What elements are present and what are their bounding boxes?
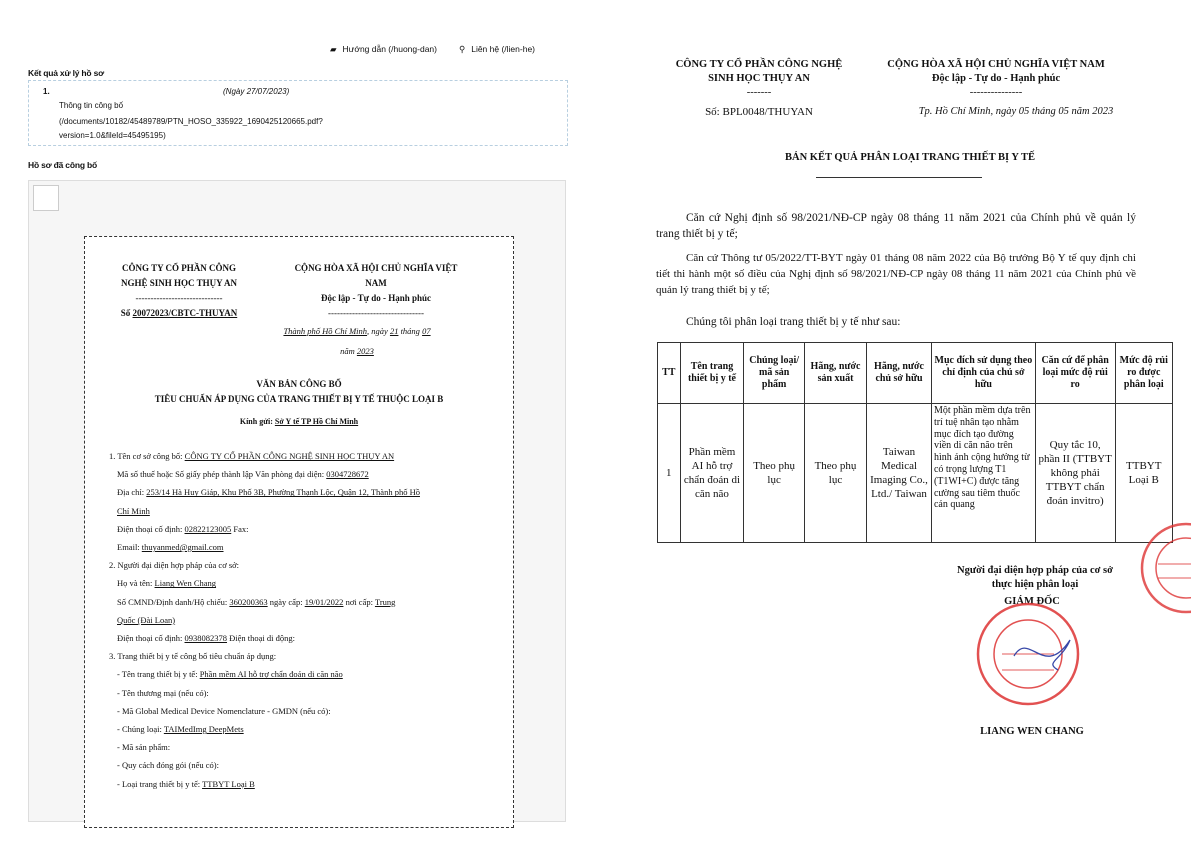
body-line: 1. Tên cơ sở công bố: CÔNG TY CỔ PHẦN CÔNG NGHỆ SINH HỌC THỤY AN: [109, 451, 395, 461]
table-cell: Quy tắc 10, phần II (TTBYT không phải TTBYT chẩn đoán invitro): [1035, 404, 1115, 543]
table-cell: 1: [658, 404, 681, 543]
top-nav: [330, 44, 535, 55]
legal-basis-2: Căn cứ Thông tư 05/2022/TT-BYT ngày 01 tháng 08 năm 2022 của Bộ trưởng Bộ Y tế quy định chi tiết thi hành một số điều của Nghị định số 98/2021/NĐ-CP ngày 08 tháng 11 năm 2021 của Chính phủ về quản lý trang thiết bị y tế;: [656, 252, 1136, 296]
result-index: 1.: [43, 87, 50, 96]
issuer-block: CÔNG TY CỔ PHẦN CÔNG NGHỆ SINH HỌC THỤY AN -------: [675, 59, 843, 98]
table-cell: Theo phụ lục: [804, 404, 866, 543]
header-cell: Mức độ rủi ro được phân loại: [1115, 343, 1172, 404]
portal-panel: [0, 0, 590, 842]
body-line: Điện thoại cố định: 02822123005 Fax:: [117, 523, 249, 534]
doc-date: Tp. Hồ Chí Minh, ngày 05 tháng 05 năm 2023: [918, 106, 1114, 117]
table-cell: Một phần mềm dựa trên trí tuệ nhân tạo nhằm mục đích tạo đường viền di căn não trên hình ảnh cộng hưởng từ có trọng lượng T1 (T1WI+C) được tăng cường sau tiêm thuốc cản quang: [931, 404, 1035, 543]
intro-sentence: Chúng tôi phân loại trang thiết bị y tế như sau:: [686, 316, 901, 328]
body-line: - Mã Global Medical Device Nomenclature - GMDN (nếu có):: [117, 705, 331, 716]
body-line: - Tên thương mại (nếu có):: [117, 687, 209, 698]
national-header: CỘNG HÒA XÃ HỘI CHỦ NGHĨA VIỆT NAM Độc lập - Tự do - Hạnh phúc ---------------: [887, 59, 1105, 98]
body-line: - Mã sản phẩm:: [117, 742, 171, 753]
company-stamp: [974, 600, 1082, 708]
table-cell: Phần mềm AI hỗ trợ chẩn đoán di căn não: [680, 404, 744, 543]
body-line: Quốc (Đài Loan): [117, 614, 176, 625]
signatory-position: GIÁM ĐỐC: [1004, 596, 1060, 607]
result-document-link[interactable]: (/documents/10182/45489789/PTN_HOSO_335922_1690425120665.pdf?version=1.0&fileId=45495195): [59, 117, 323, 140]
contact-link[interactable]: ⚲ Liên hệ (/lien-he): [458, 44, 536, 54]
body-line: Mã số thuế hoặc Số giấy phép thành lập Văn phòng đại diện: 0304728672: [117, 469, 369, 480]
signatory-name: LIANG WEN CHANG: [980, 726, 1084, 737]
table-cell: Theo phụ lục: [744, 404, 805, 543]
header-cell: Căn cứ để phân loại mức độ rủi ro: [1035, 343, 1115, 404]
body-line: Email: thuyanmed@gmail.com: [117, 542, 224, 553]
location-pin-icon: ⚲: [458, 44, 466, 54]
result-label: Thông tin công bố: [59, 101, 124, 110]
header-cell: Hãng, nước sản xuất: [804, 343, 866, 404]
announcement-document: [84, 236, 514, 828]
doc-number: 20072023/CBTC-THUYAN: [132, 308, 238, 318]
body-line: Họ và tên: Liang Wen Chang: [117, 578, 217, 589]
company-stamp-partial: [1124, 518, 1191, 618]
body-line: - Chủng loại: TAIMedImg DeepMets: [117, 724, 244, 735]
doc-date: Thành phố Hồ Chí Minh, ngày 21 tháng 07 năm 2023: [283, 326, 431, 356]
table-cell: Taiwan Medical Imaging Co., Ltd./ Taiwan: [867, 404, 932, 543]
table-row: [658, 404, 1173, 543]
header-cell: Chủng loại/ mã sản phẩm: [744, 343, 805, 404]
classification-table: [657, 342, 1173, 543]
body-line: Số CMND/Định danh/Hộ chiếu: 360200363 ngày cấp: 19/01/2022 nơi cấp: Trung: [117, 596, 396, 607]
body-line: 2. Người đại diện hợp pháp của cơ sở:: [109, 560, 239, 571]
body-line: - Tên trang thiết bị y tế: Phần mềm AI hỗ trợ chẩn đoán di căn não: [117, 669, 343, 680]
recipient-line: Kính gửi: Sở Y tế TP Hồ Chí Minh: [239, 417, 359, 426]
signatory-caption: Người đại diện hợp pháp của cơ sở thực hiện phân loại: [957, 565, 1113, 590]
doc-title: VĂN BẢN CÔNG BỐ TIÊU CHUẨN ÁP DỤNG CỦA TRANG THIẾT BỊ Y TẾ THUỘC LOẠI B: [154, 379, 444, 404]
title-underline: [816, 177, 982, 178]
result-section-title: Kết quả xử lý hồ sơ: [28, 68, 104, 78]
body-line: Chí Minh: [117, 505, 150, 516]
body-line: Địa chỉ: 253/14 Hà Huy Giáp, Khu Phố 3B, Phường Thạnh Lộc, Quận 12, Thành phố Hồ: [117, 487, 420, 498]
issuer-block: CÔNG TY CỔ PHẦN CÔNG NGHỆ SINH HỌC THỤY AN ----------------------------- Số 20072023/CBTC-THUYAN: [120, 263, 238, 318]
result-box: [28, 80, 568, 146]
table-cell: TTBYT Loại B: [1115, 404, 1172, 543]
body-line: - Loại trang thiết bị y tế: TTBYT Loại B: [117, 778, 255, 789]
header-cell: TT: [658, 343, 681, 404]
body-line: 3. Trang thiết bị y tế công bố tiêu chuẩn áp dụng:: [109, 651, 277, 662]
header-cell: Hãng, nước chủ sở hữu: [867, 343, 932, 404]
legal-basis-1: Căn cứ Nghị định số 98/2021/NĐ-CP ngày 08 tháng 11 năm 2021 của Chính phủ về quản lý trang thiết bị y tế;: [656, 212, 1136, 240]
header-cell: Mục đích sử dụng theo chỉ định của chủ sở hữu: [931, 343, 1035, 404]
guide-link[interactable]: ▰ Hướng dẫn (/huong-dan): [330, 44, 437, 54]
table-header-row: [658, 343, 1173, 404]
doc-number: Số: BPL0048/THUYAN: [705, 106, 813, 118]
book-icon: ▰: [330, 44, 337, 54]
national-header: CỘNG HÒA XÃ HỘI CHỦ NGHĨA VIỆT NAM Độc lập - Tự do - Hạnh phúc --------------------------------: [294, 263, 458, 318]
body-line: Điện thoại cố định: 0938082378 Điện thoại di động:: [117, 633, 296, 644]
doc-title: BẢN KẾT QUẢ PHÂN LOẠI TRANG THIẾT BỊ Y TẾ: [784, 152, 1036, 163]
doc-body: [109, 447, 499, 793]
body-line: - Quy cách đóng gói (nếu có):: [117, 760, 219, 771]
header-cell: Tên trang thiết bị y tế: [680, 343, 744, 404]
document-viewer: [28, 180, 566, 822]
published-section-title: Hồ sơ đã công bố: [28, 160, 97, 170]
result-date: (Ngày 27/07/2023): [223, 87, 290, 96]
viewer-toolbar-button[interactable]: [33, 185, 59, 211]
classification-document: [630, 0, 1191, 842]
